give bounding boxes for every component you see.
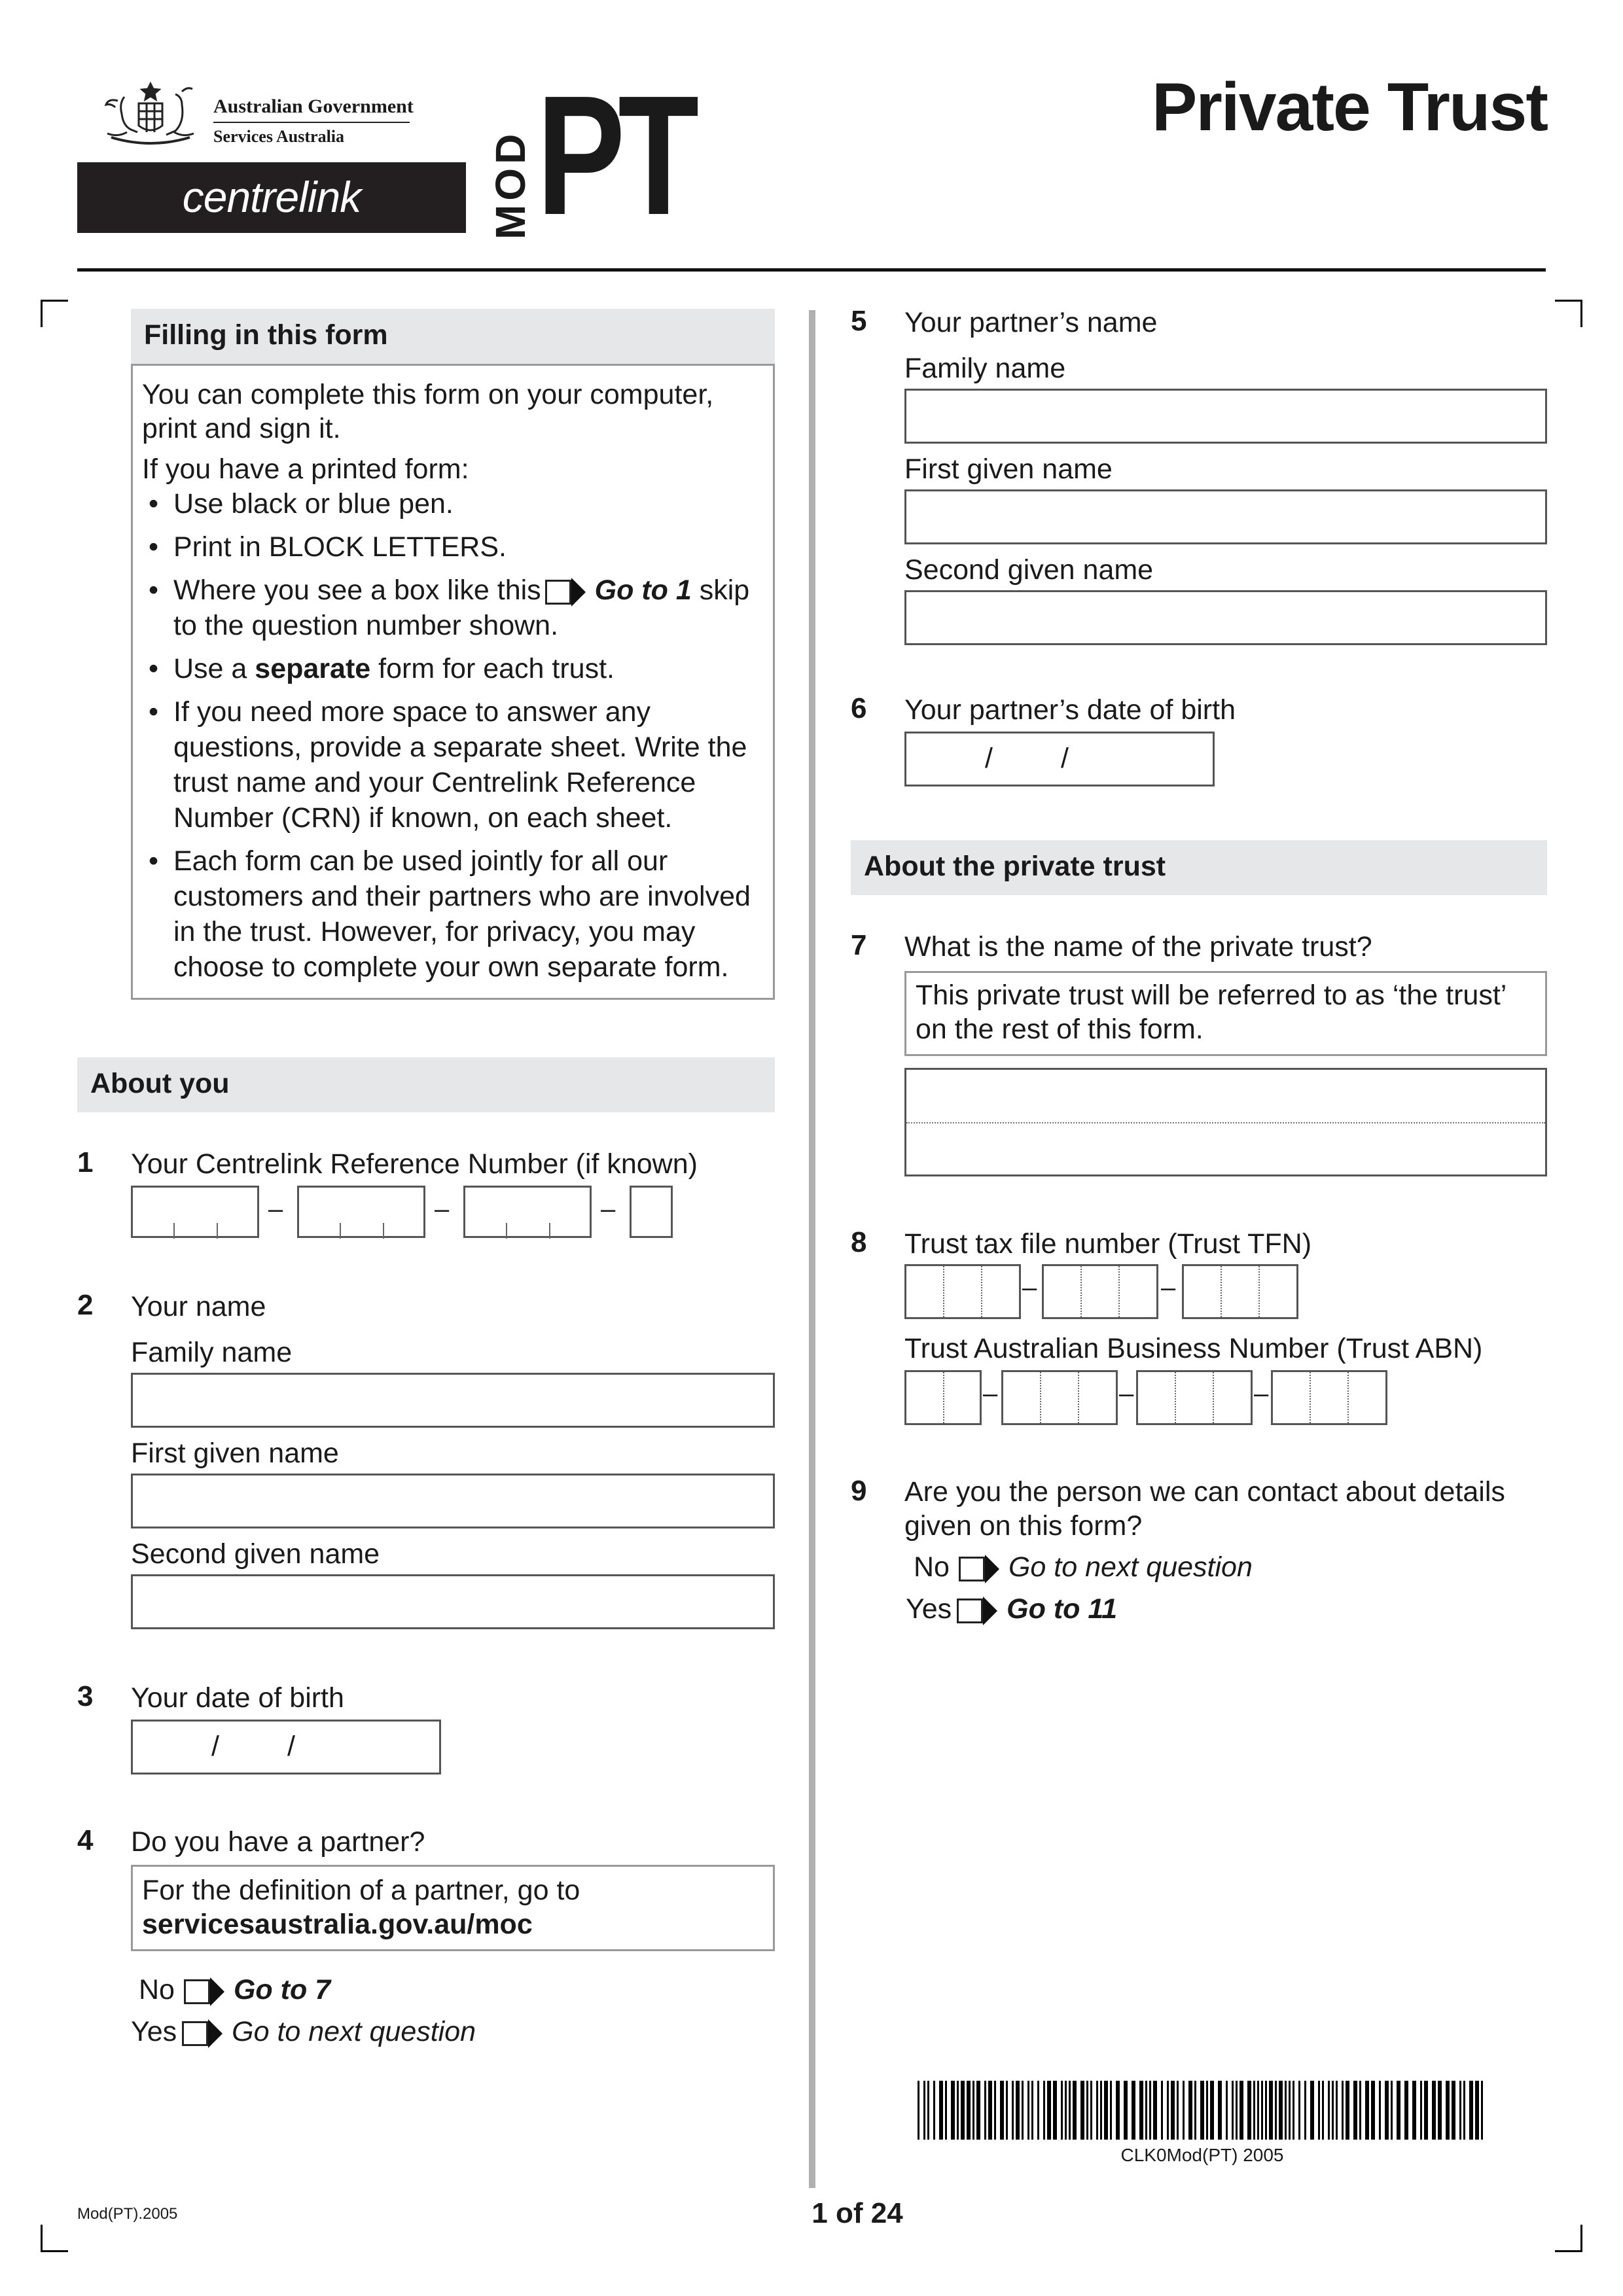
abn-label: Trust Australian Business Number (Trust ABN) [904,1333,1483,1364]
form-code: PT [537,61,692,251]
crn-sep-2: – [435,1195,450,1224]
q4-note-link: servicesaustralia.gov.au/moc [142,1909,533,1940]
crn-field-3[interactable] [463,1186,592,1238]
q2-first-field[interactable] [131,1474,775,1528]
bullet-jointly: • Each form can be used jointly for all our customers and their partners who are involved in the trust. However, for privacy, you may choose to complete your own separate form. [142,843,757,985]
header [0,0,1623,275]
q4-yes-goto: Go to next question [232,2016,476,2047]
q4-yes-checkbox[interactable] [182,2021,208,2046]
crn-field-4[interactable] [630,1186,673,1238]
q6-label: Your partner’s date of birth [904,694,1236,726]
filling-printed-lead: If you have a printed form: [142,453,469,485]
q9-yes-checkbox[interactable] [957,1598,983,1623]
q2-family-field[interactable] [131,1373,775,1428]
page-title: Private Trust [1151,69,1547,145]
about-you-heading: About you [77,1057,775,1112]
q9-option-no[interactable] [914,1549,1253,1585]
gov-line-1: Australian Government [213,96,414,117]
q2-family-label: Family name [131,1337,293,1368]
crop-mark-tr [1555,300,1582,302]
q9-label: Are you the person we can contact about details given on this form? [904,1476,1505,1542]
page-number: 1 of 24 [812,2197,903,2229]
q3-dob-field[interactable] [131,1720,441,1775]
abn-field-4[interactable] [1271,1370,1387,1425]
q4-no-checkbox[interactable] [184,1979,210,2004]
q4-no-label: No [139,1974,175,2005]
gov-line-2: Services Australia [213,127,345,146]
q7-label: What is the name of the private trust? [904,931,1372,963]
bullet-more-space: • If you need more space to answer any questions, provide a separate sheet. Write the trust name and your Centrelink Reference Number (CRN) if known, on each sheet. [142,694,757,836]
tfn-field-1[interactable] [904,1264,1021,1319]
bullet-block-letters: • Print in BLOCK LETTERS. [142,529,757,565]
goto-arrow-icon [571,578,586,607]
form-reference: Mod(PT).2005 [77,2205,178,2223]
crop-mark-bl [41,2225,43,2252]
crn-field-1[interactable] [131,1186,259,1238]
crn-sep-3: – [601,1195,616,1224]
q6-date-sep-1: / [985,743,993,774]
q3-date-sep-1: / [211,1731,219,1762]
filling-bullets [142,486,757,985]
q1-label: Your Centrelink Reference Number (if known) [131,1148,698,1180]
bullet-pen: • Use black or blue pen. [142,486,757,521]
q4-no-goto: Go to 7 [233,1974,331,2005]
q9-number: 9 [851,1475,867,1507]
q4-note-box [131,1865,775,1951]
q5-number: 5 [851,305,867,337]
goto-box-icon [545,580,571,605]
tfn-field-3[interactable] [1182,1264,1298,1319]
abn-field-3[interactable] [1136,1370,1253,1425]
q5-family-label: Family name [904,353,1066,384]
q9-yes-label: Yes [906,1593,952,1625]
q2-number: 2 [77,1289,94,1321]
crop-mark-bl-h [41,2250,68,2252]
q2-second-field[interactable] [131,1574,775,1629]
q4-label: Do you have a partner? [131,1826,425,1858]
q4-option-no[interactable] [139,1972,330,2007]
abn-field-1[interactable] [904,1370,982,1425]
brand-bar [77,162,466,233]
q2-second-label: Second given name [131,1538,380,1570]
abn-field-2[interactable] [1001,1370,1118,1425]
mod-label: MOD [487,130,534,239]
header-rule [213,122,410,123]
q3-label: Your date of birth [131,1682,344,1714]
q2-first-label: First given name [131,1438,339,1469]
crop-mark-tr-v [1580,300,1582,327]
q3-number: 3 [77,1680,94,1712]
q5-first-label: First given name [904,453,1113,485]
crop-mark-br-h [1555,2250,1582,2252]
q5-label: Your partner’s name [904,307,1158,338]
crop-mark-tl [41,300,68,302]
q4-option-yes[interactable] [131,2014,476,2049]
goto-arrow-icon [210,1977,224,2006]
q9-no-checkbox[interactable] [959,1557,985,1581]
goto-arrow-icon [985,1555,999,1583]
crop-mark-br [1580,2225,1582,2252]
q7-note-text: This private trust will be referred to as ‘the trust’ on the rest of this form. [916,980,1506,1045]
q5-second-field[interactable] [904,590,1547,645]
abn-sep-1: – [983,1379,998,1408]
abn-sep-2: – [1119,1379,1134,1408]
q9-no-label: No [914,1551,950,1583]
crop-mark-tl-v [41,300,43,327]
abn-sep-3: – [1254,1379,1269,1408]
q8-label: Trust tax file number (Trust TFN) [904,1228,1312,1260]
filling-heading: Filling in this form [131,309,775,364]
q5-family-field[interactable] [904,389,1547,444]
crn-sep-1: – [268,1195,283,1224]
q4-number: 4 [77,1824,94,1856]
q2-label: Your name [131,1291,266,1322]
q4-yes-label: Yes [131,2016,177,2047]
barcode-icon [918,2081,1487,2140]
q6-dob-field[interactable] [904,732,1215,786]
goto-arrow-icon [983,1597,997,1625]
bullet-goto: • Where you see a box like this Go to 1 skip to the question number shown. [142,573,757,643]
barcode-text: CLK0Mod(PT) 2005 [1120,2145,1284,2165]
q7-number: 7 [851,929,867,961]
q6-date-sep-2: / [1061,743,1069,774]
goto-arrow-icon [208,2019,223,2048]
q3-date-sep-2: / [287,1731,295,1762]
q4-note-text: For the definition of a partner, go to [142,1875,580,1906]
header-divider [77,268,1546,272]
q9-no-goto: Go to next question [1008,1551,1253,1583]
tfn-sep-1: – [1022,1273,1037,1302]
filling-intro: You can complete this form on your computer, print and sign it. [142,379,714,444]
q6-number: 6 [851,692,867,724]
filling-box [131,364,775,1000]
q7-note-box [904,971,1547,1056]
q5-second-label: Second given name [904,554,1154,586]
tfn-field-2[interactable] [1042,1264,1158,1319]
column-divider [809,310,815,2188]
q5-first-field[interactable] [904,489,1547,544]
q9-yes-goto: Go to 11 [1007,1593,1117,1625]
q9-option-yes[interactable] [906,1591,1117,1627]
bullet-separate: • Use a separate form for each trust. [142,651,757,686]
tfn-sep-2: – [1161,1273,1176,1302]
brand-logo: centrelink [182,173,361,221]
q7-trust-name-field[interactable] [904,1068,1547,1176]
crn-field-2[interactable] [297,1186,425,1238]
q8-number: 8 [851,1226,867,1258]
q1-number: 1 [77,1146,94,1178]
coat-of-arms-icon [98,77,203,149]
trust-heading: About the private trust [851,840,1547,895]
